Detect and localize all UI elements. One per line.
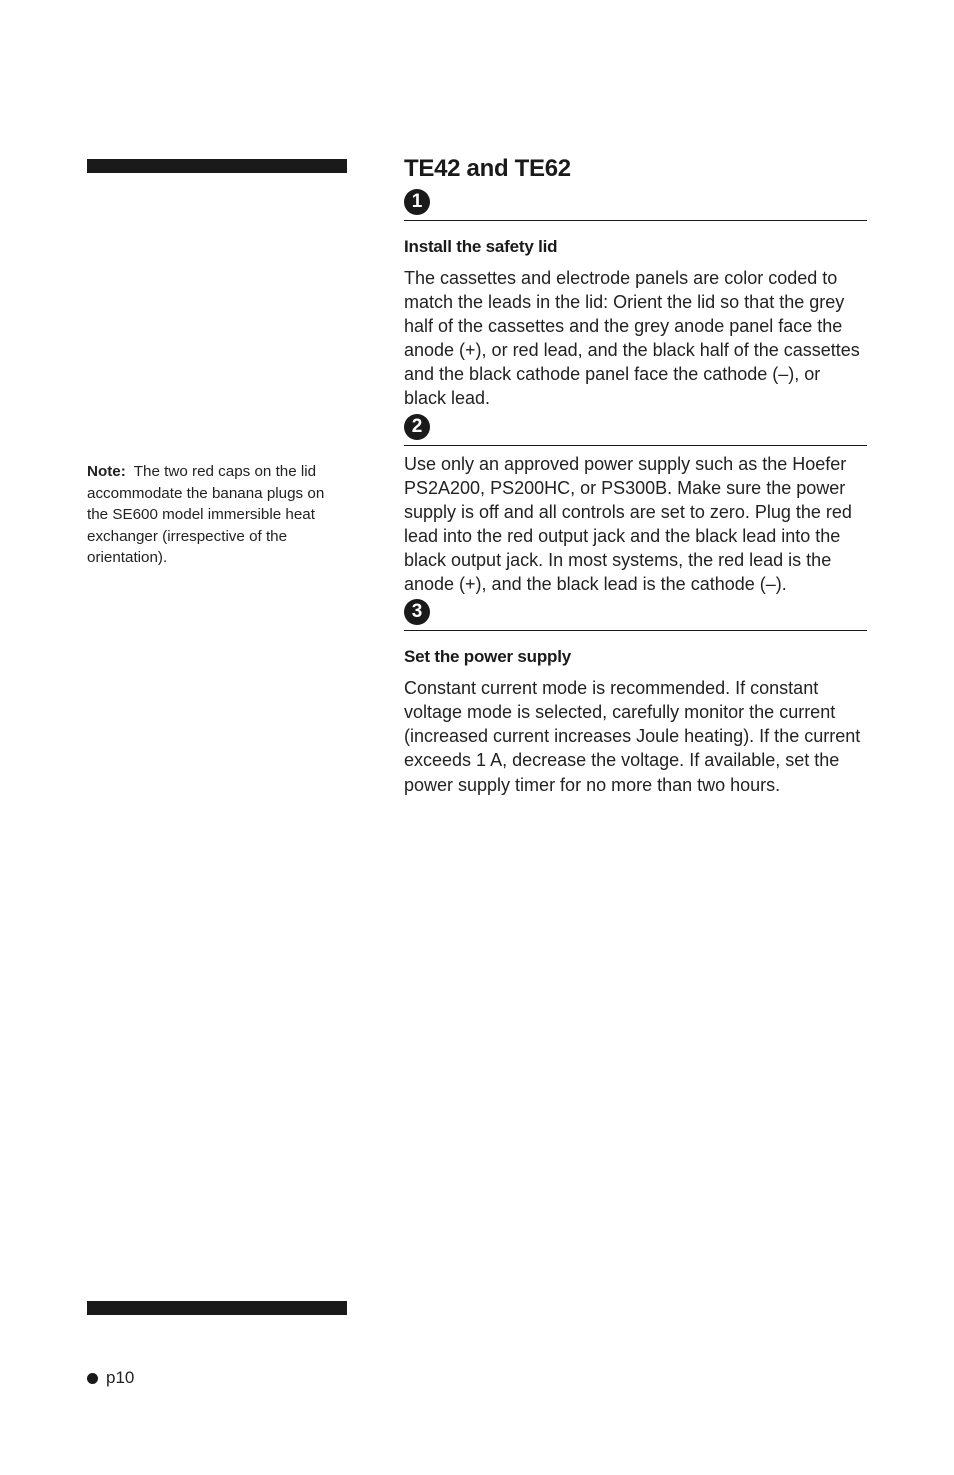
step-number-1-icon: 1 (404, 189, 430, 215)
step-number-2-icon: 2 (404, 414, 430, 440)
step-1 (404, 186, 867, 411)
step-2-body: Use only an approved power supply such as the Hoefer PS2A200, PS200HC, or PS300B. Make sure the power supply is off and all controls are set to zero. Plug the red lead into the red output jack and the black lead into the black output jack. In most systems, the red lead is the anode (+), and the black lead is the cathode (–). (404, 453, 852, 595)
step-1-header (404, 186, 867, 221)
step-3-body: Constant current mode is recommended. If constant voltage mode is selected, carefully monitor the current (increased current increases Joule heating). If the current exceeds 1 A, decrease the voltage. If available, set the power supply timer for no more than two hours. (404, 678, 861, 795)
top-rule-bar (87, 159, 347, 173)
step-1-heading: Install the safety lid (404, 237, 558, 256)
side-note (87, 461, 349, 569)
step-3 (404, 596, 867, 796)
step-2-header (404, 411, 867, 446)
note-text: The two red caps on the lid accommodate the banana plugs on the SE600 model immersible heat exchanger (irrespective of the orientation). (87, 463, 325, 567)
step-2 (404, 411, 867, 597)
bullet-dot-icon (87, 1373, 98, 1384)
main-content (404, 152, 867, 797)
step-1-body: The cassettes and electrode panels are color coded to match the leads in the lid: Orient the lid so that the grey half of the cassettes and the grey anode panel face the anode (+), or red lead, and the black half of the cassettes and the black cathode panel face the cathode (–), or black lead. (404, 268, 860, 409)
page-title: TE42 and TE62 (404, 155, 571, 182)
note-label: Note: (87, 463, 126, 480)
step-number-3-icon: 3 (404, 599, 430, 625)
page-footer (87, 1367, 134, 1389)
page-number: p10 (106, 1368, 135, 1387)
step-3-header (404, 596, 867, 631)
step-3-heading: Set the power supply (404, 647, 571, 667)
bottom-rule-bar (87, 1301, 347, 1315)
